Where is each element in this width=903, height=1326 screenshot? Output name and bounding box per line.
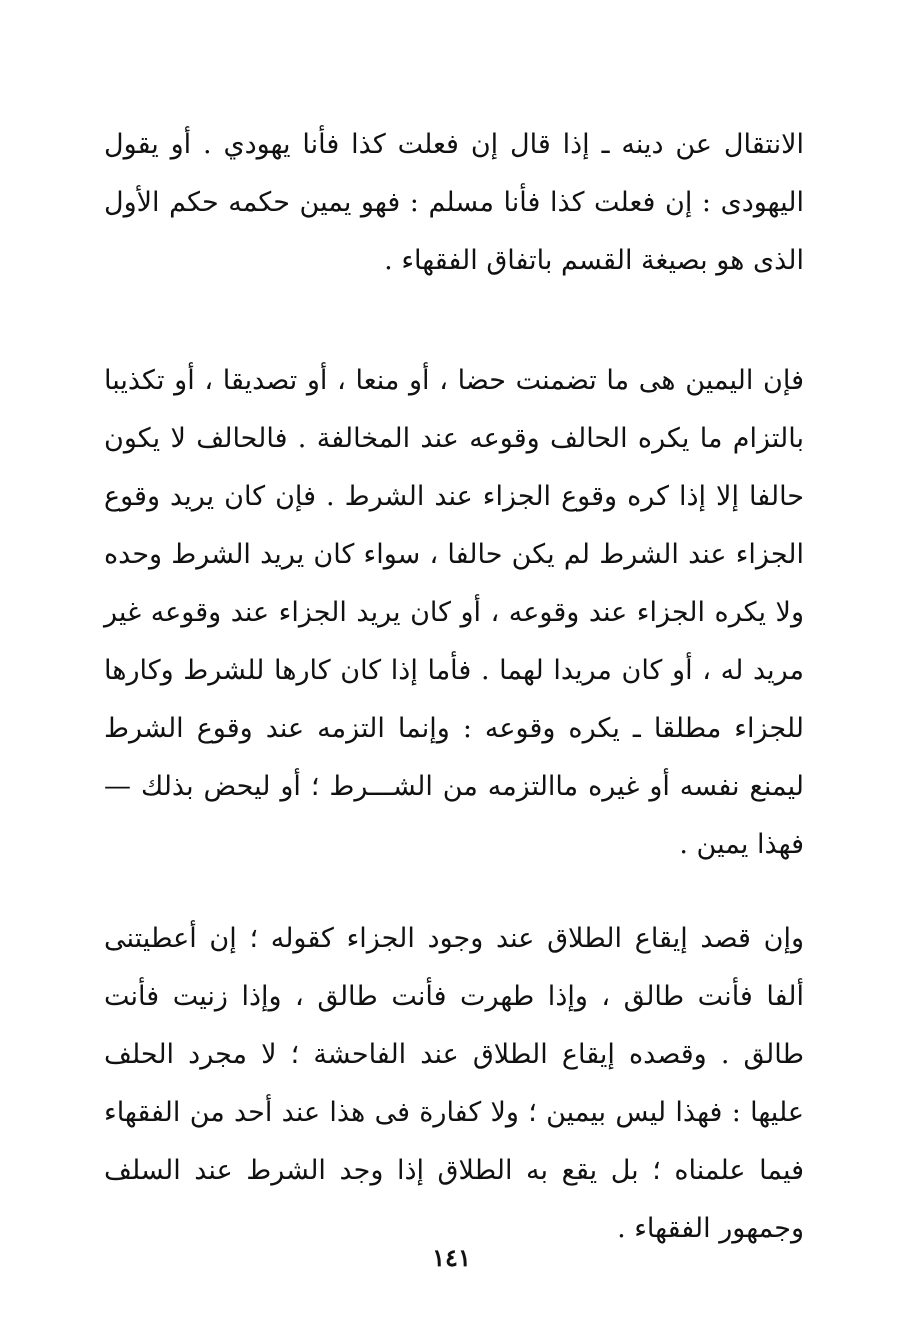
paragraph-2: فإن اليمين هى ما تضمنت حضا ، أو منعا ، أو تصديقا ، أو تكذيبا بالتزام ما يكره الحالف وقوعه عند المخالفة . فالحالف لا يكون حالفا إلا إذا كره وقوع الجزاء عند الشرط . فإن كان يريد وقوع الجزاء عند الشرط لم يكن حالفا ، سواء كان يريد الشرط وحده ولا يكره الجزاء عند وقوعه ، أو كان يريد الجزاء عند وقوعه غير مريد له ، أو كان مريدا لهما . فأما إذا كان كارها للشرط وكارها للجزاء مطلقا ـ يكره وقوعه : وإنما التزمه عند وقوع الشرط ليمنع نفسه أو غيره ماالتزمه من الشـــرط ؛ أو ليحض بذلك — فهذا يمين . [104,365,804,860]
paragraph-3: وإن قصد إيقاع الطلاق عند وجود الجزاء كقوله ؛ إن أعطيتنى ألفا فأنت طالق ، وإذا طهرت فأنت طالق ، وإذا زنيت فأنت طالق . وقصده إيقاع الطلاق عند الفاحشة ؛ لا مجرد الحلف عليها : فهذا ليس بيمين ؛ ولا كفارة فى هذا عند أحد من الفقهاء فيما علمناه ؛ بل يقع به الطلاق إذا وجد الشرط عند السلف وجمهور الفقهاء . [104,923,804,1244]
paragraph-1: الانتقال عن دينه ـ إذا قال إن فعلت كذا فأنا يهودي . أو يقول اليهودى : إن فعلت كذا فأنا مسلم : فهو يمين حكمه حكم الأول الذى هو بصيغة القسم باتفاق الفقهاء . [104,129,804,276]
page-number: ١٤١ [432,1243,471,1272]
